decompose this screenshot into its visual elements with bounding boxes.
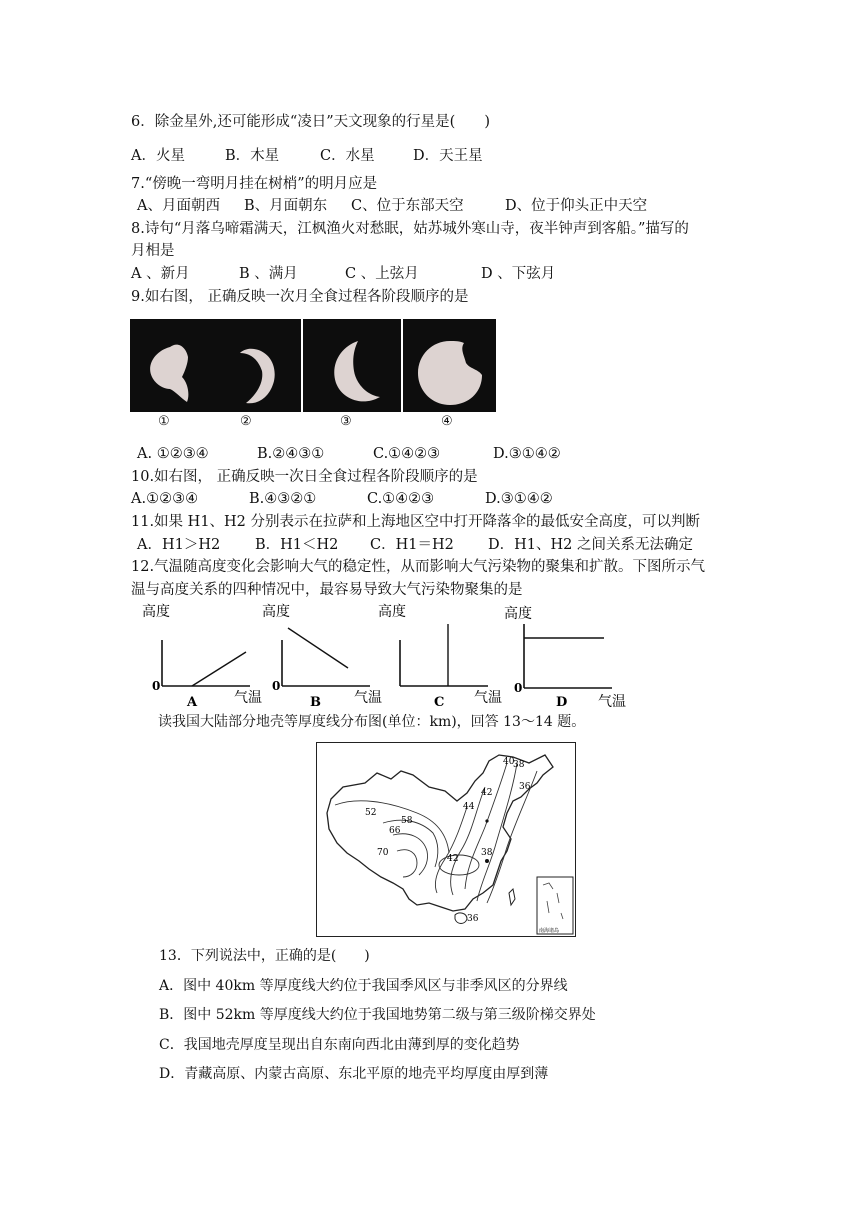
graph-b-origin: 0 [272,679,281,693]
map-label-42-north: 42 [481,788,493,798]
phase-label-1: ① [158,414,170,429]
question-7-stem: 7.“傍晚一弯明月挂在树梢”的明月应是 [131,176,378,192]
graph-d-origin: 0 [514,681,523,695]
graph-d-id: D [556,695,568,710]
city-dot [485,859,489,863]
graph-a-line [192,652,246,686]
graph-b-xlabel: 气温 [354,690,382,706]
option-c: C、位于东部天空 [351,198,464,214]
hainan-island [455,913,467,924]
phase-label-2: ② [240,414,252,429]
map-label-38-north: 38 [513,760,525,770]
question-6-options [131,146,483,166]
question-9-stem: 9.如右图， 正确反映一次月全食过程各阶段顺序的是 [131,289,469,305]
question-8-stem-line2: 月相是 [131,243,175,259]
graph-d [500,602,634,712]
graph-c-id: C [434,695,445,710]
option-c: C.①④②③ [367,491,435,507]
map-label-42-south: 42 [447,854,459,864]
question-10-options [131,489,553,509]
option-d: D 、下弦月 [481,266,556,282]
map-label-38-south: 38 [481,848,493,858]
graph-a [138,600,270,710]
option-a: A．H1＞H2 [137,537,221,553]
contour-66 [393,834,428,875]
question-13-option-c: C．我国地壳厚度呈现出自东南向西北由薄到厚的变化趋势 [159,1037,520,1053]
phase-label-4: ④ [441,414,453,429]
option-d: D．天王星 [413,148,483,164]
question-13-option-d: D．青藏高原、内蒙古高原、东北平原的地壳平均厚度由厚到薄 [159,1066,549,1082]
question-12-stem-line1: 12.气温随高度变化会影响大气的稳定性，从而影响大气污染物的聚集和扩散。下图所示气 [131,559,706,575]
crust-thickness-map [316,742,576,937]
graph-a-origin: 0 [152,679,161,693]
question-6-stem: 6．除金星外,还可能形成“凌日”天文现象的行星是( ) [131,114,490,130]
option-c: C.①④②③ [373,446,441,462]
graph-a-ylabel: 高度 [142,604,170,620]
question-11-stem: 11.如果 H1、H2 分别表示在拉萨和上海地区空中打开降落伞的最低安全高度，可以判断 [131,514,701,530]
option-c: C 、上弦月 [345,266,419,282]
question-9-options [137,444,561,464]
question-12-stem-line2: 温与高度关系的四种情况中，最容易导致大气污染物聚集的是 [131,582,523,598]
south-sea-inset [537,877,573,934]
graph-b-line [288,628,348,668]
graph-d-xlabel: 气温 [598,694,626,710]
contour-70 [397,850,417,877]
option-c: C．H1＝H2 [370,537,454,553]
question-7-options [137,196,647,216]
map-intro: 读我国大陆部分地壳等厚度线分布图(单位：km)，回答 13～14 题。 [158,714,586,730]
city-dot-2 [485,819,488,822]
map-label-36-north: 36 [519,782,531,792]
graph-d-ylabel: 高度 [504,606,532,622]
inset-label: 南海诸岛 [539,928,560,934]
option-a: A. ①②③④ [137,446,209,462]
graph-b [258,600,390,710]
option-b: B．H1＜H2 [255,537,339,553]
question-13-stem: 13．下列说法中，正确的是( ) [159,948,370,964]
option-a: A 、新月 [131,266,190,282]
option-d: D.③①④② [485,491,553,507]
graph-a-xlabel: 气温 [234,690,262,706]
option-b: B.④③②① [249,491,317,507]
graph-b-id: B [310,695,321,710]
taiwan-island [509,889,515,905]
question-11-options [137,535,693,555]
contour-loop [439,855,479,875]
eclipse-phases-image [130,319,496,412]
map-label-52: 52 [365,808,377,818]
option-b: B、月面朝东 [244,198,328,214]
question-10-stem: 10.如右图， 正确反映一次日全食过程各阶段顺序的是 [131,469,478,485]
graph-a-id: A [187,695,198,710]
phase-label-3: ③ [340,414,352,429]
option-b: B.②④③① [257,446,325,462]
graph-c [374,600,506,710]
option-d: D．H1、H2 之间关系无法确定 [488,537,693,553]
map-label-40: 40 [503,757,515,767]
option-b: B．木星 [225,148,280,164]
question-8-stem-line1: 8.诗句“月落乌啼霜满天，江枫渔火对愁眠，姑苏城外寒山寺，夜半钟声到客船。”描写的 [131,221,689,237]
map-label-70: 70 [377,848,389,858]
option-a: A、月面朝西 [137,198,220,214]
map-drawing [317,743,575,936]
option-a: A．火星 [131,148,185,164]
option-c: C．水星 [320,148,375,164]
map-label-66: 66 [389,826,401,836]
option-d: D.③①④② [493,446,561,462]
graph-c-ylabel: 高度 [378,604,406,620]
map-label-44: 44 [463,802,475,812]
option-d: D、位于仰头正中天空 [505,198,648,214]
map-outline [327,755,553,911]
graph-b-ylabel: 高度 [262,604,290,620]
graph-c-xlabel: 气温 [474,690,502,706]
lunar-eclipse-figure [130,319,496,412]
map-label-36-south: 36 [467,914,479,924]
map-label-58: 58 [401,816,413,826]
option-b: B 、满月 [239,266,298,282]
question-13-option-b: B．图中 52km 等厚度线大约位于我国地势第二级与第三级阶梯交界处 [159,1007,596,1023]
option-a: A.①②③④ [131,491,199,507]
question-13-option-a: A．图中 40km 等厚度线大约位于我国季风区与非季风区的分界线 [159,978,568,994]
question-8-options [131,264,555,284]
